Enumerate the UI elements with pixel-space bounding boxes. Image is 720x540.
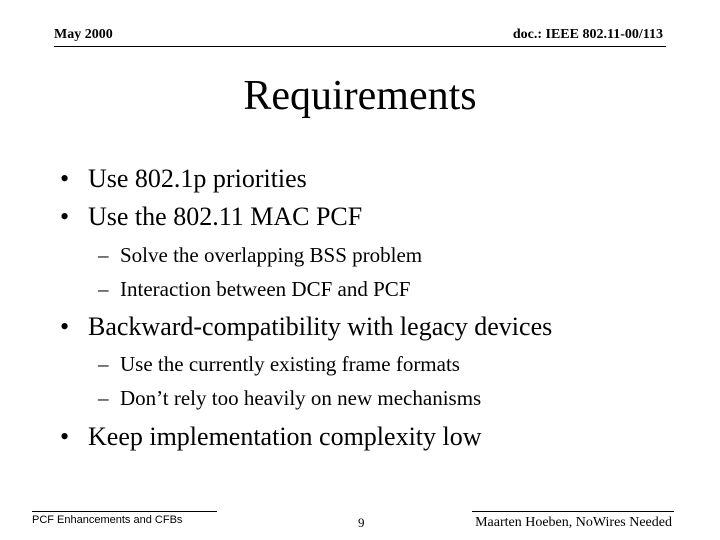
- header-date: May 2000: [54, 27, 113, 42]
- bullet-item: [60, 202, 362, 232]
- bullet-glyph: •: [60, 312, 70, 341]
- dash-glyph: –: [98, 243, 109, 267]
- sub-bullet-item: [98, 277, 410, 302]
- dash-glyph: –: [98, 277, 109, 301]
- page-number: 9: [358, 515, 365, 530]
- footer-rule-left: [32, 511, 217, 512]
- sub-bullet-text: Don’t rely too heavily on new mechanisms: [120, 386, 482, 410]
- sub-bullet-item: [98, 352, 460, 377]
- bullet-glyph: •: [60, 164, 70, 193]
- bullet-text: Use 802.1p priorities: [88, 164, 307, 193]
- bullet-item: [60, 312, 552, 342]
- dash-glyph: –: [98, 352, 109, 376]
- sub-bullet-item: [98, 386, 481, 411]
- header-doc-number: doc.: IEEE 802.11-00/113: [512, 27, 663, 42]
- sub-bullet-item: [98, 243, 422, 268]
- footer-left-text: PCF Enhancements and CFBs: [32, 514, 183, 526]
- sub-bullet-text: Use the currently existing frame formats: [120, 352, 460, 376]
- header-rule: [54, 46, 666, 47]
- footer-rule-right: [472, 511, 674, 512]
- bullet-glyph: •: [60, 202, 70, 231]
- bullet-item: [60, 422, 482, 452]
- bullet-text: Keep implementation complexity low: [88, 422, 482, 451]
- bullet-text: Backward-compatibility with legacy devices: [88, 312, 553, 341]
- footer-author: Maarten Hoeben, NoWires Needed: [475, 515, 672, 530]
- dash-glyph: –: [98, 386, 109, 410]
- sub-bullet-text: Interaction between DCF and PCF: [120, 277, 411, 301]
- sub-bullet-text: Solve the overlapping BSS problem: [120, 243, 423, 267]
- bullet-text: Use the 802.11 MAC PCF: [88, 202, 363, 231]
- bullet-glyph: •: [60, 422, 70, 451]
- bullet-item: [60, 164, 307, 194]
- slide-title: Requirements: [243, 73, 477, 119]
